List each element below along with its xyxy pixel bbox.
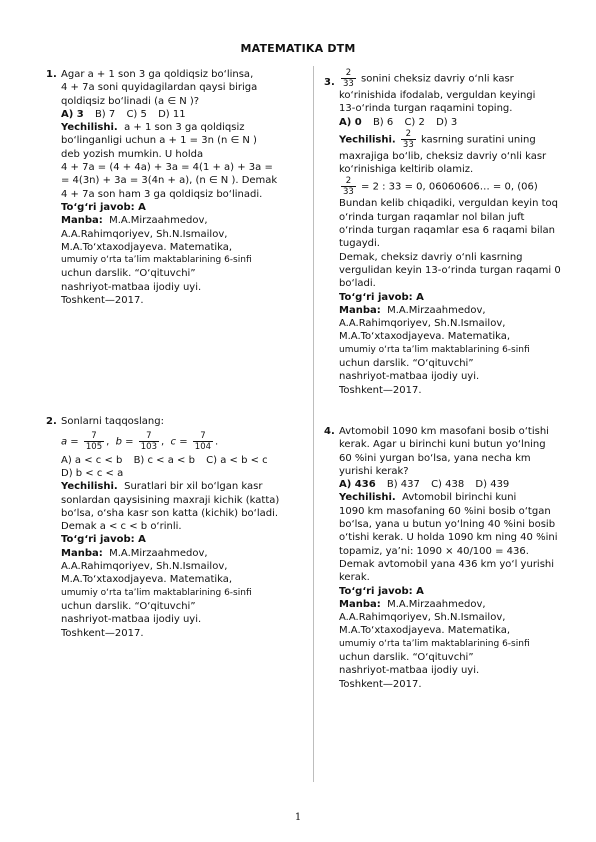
- question-text: 4 + 7a soni quyidagilardan qaysi biriga: [61, 82, 258, 94]
- source-text: uchun darslik. “O‘qituvchi”: [61, 600, 196, 612]
- solution-label: Yechilishi.: [61, 481, 118, 493]
- option-d: D) 3: [436, 116, 458, 128]
- solution-text: tugaydi.: [339, 238, 380, 250]
- source-text: M.A.To‘xtaxodjayeva. Matematika,: [61, 574, 233, 586]
- option-d: D) b < c < a: [61, 467, 124, 479]
- correct-answer: To‘g‘ri javob: A: [339, 585, 424, 597]
- fraction-a: [84, 431, 104, 452]
- fraction-b: [139, 431, 159, 452]
- source-text: umumiy o‘rta ta’lim maktablarining 6-sinfi: [61, 255, 252, 266]
- option-b: B) 7: [94, 108, 116, 120]
- denominator: 105: [85, 441, 103, 452]
- numerator: 2: [341, 68, 356, 79]
- source-text: M.A.To‘xtaxodjayeva. Matematika,: [61, 241, 233, 253]
- fraction-2-33: [341, 176, 356, 197]
- fraction-definitions: a = $\frac{7}{105}$ , b = $\frac{7}{103}$ , c = $\frac{7}{104}$ .: [61, 430, 219, 452]
- answer-options: [339, 116, 568, 129]
- source-text: A.A.Rahimqoriyev, Sh.N.Ismailov,: [61, 228, 228, 240]
- source-text: uchun darslik. “O‘qituvchi”: [339, 358, 474, 370]
- solution-text: 1090 km masofaning 60 %ini bosib o‘tgan: [339, 505, 551, 517]
- option-a: A) 0: [339, 116, 362, 128]
- solution-text: Suratlari bir xil bo‘lgan kasr: [124, 481, 263, 493]
- source-text: nashriyot-matbaa ijodiy uyi.: [61, 281, 202, 293]
- solution-text: bo‘lsa, o‘sha kasr son katta (kichik) bo‘ladi.: [61, 507, 279, 519]
- right-column: [318, 68, 568, 691]
- solution-text: = 4(3n) + 3a = 3(4n + a), (n ∈ N ). Demak: [61, 175, 278, 187]
- solution-text: Demak avtomobil yana 436 km yo‘l yurishi: [339, 558, 555, 570]
- solution-text: 4 + 7a = (4 + 4a) + 3a = 4(1 + a) + 3a =: [61, 162, 273, 174]
- question-number: 4.: [324, 425, 335, 437]
- question-1: [40, 68, 292, 307]
- source-label: Manba:: [339, 598, 381, 610]
- solution-text: = 2 : 33 = 0, 06060606… = 0, (06): [361, 181, 538, 193]
- option-a: A) 3: [61, 108, 84, 120]
- correct-answer: To‘g‘ri javob: A: [339, 291, 424, 303]
- solution-text: Demak, cheksiz davriy o‘nli kasrning: [339, 251, 523, 263]
- source-text: M.A.Mirzaahmedov,: [387, 304, 486, 316]
- solution-text: kasrning suratini uning: [420, 134, 536, 146]
- source-text: M.A.Mirzaahmedov,: [387, 598, 486, 610]
- source-label: Manba:: [61, 547, 103, 559]
- question-text: 13-o‘rinda turgan raqamini toping.: [339, 103, 513, 115]
- solution-text: maxrajiga bo‘lib, cheksiz davriy o‘nli kasr: [339, 150, 547, 162]
- source-text: Toshkent—2017.: [339, 384, 422, 396]
- source-text: Toshkent—2017.: [61, 295, 144, 307]
- option-d: D) 439: [475, 479, 510, 491]
- source-text: A.A.Rahimqoriyev, Sh.N.Ismailov,: [339, 612, 506, 624]
- question-number: 3.: [324, 77, 335, 88]
- question-text: qoldiqsiz bo‘linadi (a ∈ N )?: [61, 95, 200, 107]
- answer-options: [61, 108, 292, 121]
- solution-text: o‘rinda turgan raqamlar nol bilan juft: [339, 211, 525, 223]
- source-text: nashriyot-matbaa ijodiy uyi.: [339, 665, 480, 677]
- solution-text: kerak.: [339, 572, 370, 584]
- source-text: M.A.To‘xtaxodjayeva. Matematika,: [339, 331, 511, 343]
- source-label: Manba:: [339, 304, 381, 316]
- solution-text: a + 1 son 3 ga qoldiqsiz: [124, 122, 245, 134]
- question-number: 2.: [46, 416, 57, 428]
- page-number: 1: [294, 812, 302, 823]
- answer-options: [61, 454, 292, 467]
- option-a: A) 436: [339, 479, 376, 491]
- question-text: Sonlarni taqqoslang:: [61, 416, 164, 428]
- solution-text: vergulidan keyin 13-o‘rinda turgan raqami 0: [339, 264, 561, 276]
- solution-text: ko‘rinishiga keltirib olamiz.: [339, 164, 474, 176]
- source-text: M.A.To‘xtaxodjayeva. Matematika,: [339, 625, 511, 637]
- question-text: sonini cheksiz davriy o‘nli kasr: [361, 73, 514, 85]
- left-column: [40, 68, 292, 640]
- question-text: Agar a + 1 son 3 ga qoldiqsiz bo‘linsa,: [61, 69, 254, 80]
- source-text: uchun darslik. “O‘qituvchi”: [339, 651, 474, 663]
- solution-text: deb yozish mumkin. U holda: [61, 148, 204, 160]
- question-text: yurishi kerak?: [339, 465, 409, 477]
- denominator: 33: [343, 79, 354, 89]
- source-text: uchun darslik. “O‘qituvchi”: [61, 268, 196, 280]
- numerator: 2: [341, 176, 356, 187]
- solution-label: Yechilishi.: [339, 134, 396, 146]
- solution-text: Avtomobil birinchi kuni: [402, 492, 517, 504]
- question-2: [40, 415, 292, 639]
- solution-text: o‘rinda turgan raqamlar esa 6 raqami bilan: [339, 225, 556, 237]
- numerator: 7: [139, 431, 159, 442]
- solution-label: Yechilishi.: [339, 492, 396, 504]
- answer-options: [339, 478, 568, 491]
- option-b: B) 6: [372, 116, 394, 128]
- fraction-c: [193, 431, 213, 452]
- solution-text: bo‘linganligi uchun a + 1 = 3n (n ∈ N ): [61, 135, 257, 147]
- source-text: Toshkent—2017.: [339, 678, 422, 690]
- option-a: A) a < c < b: [61, 454, 123, 466]
- source-text: A.A.Rahimqoriyev, Sh.N.Ismailov,: [339, 318, 506, 330]
- source-text: umumiy o‘rta ta’lim maktablarining 6-sinfi: [61, 587, 252, 598]
- option-c: C) a < b < c: [206, 454, 268, 466]
- source-text: M.A.Mirzaahmedov,: [109, 215, 208, 227]
- source-text: A.A.Rahimqoriyev, Sh.N.Ismailov,: [61, 561, 228, 573]
- label-a: a =: [61, 436, 79, 448]
- label-c: c =: [170, 436, 188, 448]
- column-divider: [313, 66, 314, 782]
- solution-text: bo‘lsa, yana u butun yo‘lning 40 %ini bosib: [339, 519, 556, 531]
- solution-text: Bundan kelib chiqadiki, verguldan keyin toq: [339, 198, 558, 210]
- source-text: nashriyot-matbaa ijodiy uyi.: [339, 371, 480, 383]
- source-label: Manba:: [61, 215, 103, 227]
- question-4: [318, 425, 568, 691]
- question-number: 1.: [46, 69, 57, 80]
- option-b: B) c < a < b: [133, 454, 195, 466]
- solution-text: Demak a < c < b o‘rinli.: [61, 521, 182, 533]
- correct-answer: To‘g‘ri javob: A: [61, 201, 146, 213]
- source-text: Toshkent—2017.: [61, 627, 144, 639]
- question-text: kerak. Agar u birinchi kuni butun yo‘lning: [339, 439, 546, 451]
- question-text: Avtomobil 1090 km masofani bosib o‘tishi: [339, 425, 549, 437]
- solution-text: bo‘ladi.: [339, 278, 376, 290]
- option-c: C) 2: [404, 116, 425, 128]
- solution-label: Yechilishi.: [61, 122, 118, 134]
- numerator: 2: [401, 129, 416, 140]
- fraction-2-33: [341, 68, 356, 89]
- label-b: b =: [115, 436, 134, 448]
- solution-text: topamiz, ya’ni: 1090 × 40/100 = 436.: [339, 545, 529, 557]
- numerator: 7: [193, 431, 213, 442]
- source-text: umumiy o‘rta ta’lim maktablarining 6-sinfi: [339, 344, 530, 355]
- denominator: 103: [140, 441, 157, 452]
- source-text: nashriyot-matbaa ijodiy uyi.: [61, 614, 202, 626]
- option-b: B) 437: [386, 479, 420, 491]
- solution-text: sonlardan qaysisining maxraji kichik (katta): [61, 494, 280, 506]
- question-3: [318, 68, 568, 397]
- correct-answer: To‘g‘ri javob: A: [61, 534, 146, 546]
- source-text: umumiy o‘rta ta’lim maktablarining 6-sinfi: [339, 638, 530, 649]
- option-c: C) 438: [431, 479, 465, 491]
- solution-text: 4 + 7a son ham 3 ga qoldiqsiz bo‘linadi.: [61, 188, 263, 200]
- denominator: 33: [402, 139, 414, 150]
- source-text: M.A.Mirzaahmedov,: [109, 547, 208, 559]
- denominator: 104: [194, 441, 212, 452]
- option-d: D) 11: [158, 108, 186, 120]
- option-c: C) 5: [126, 108, 147, 120]
- solution-text: o‘tishi kerak. U holda 1090 km ning 40 %ini: [339, 532, 558, 544]
- numerator: 7: [84, 431, 104, 442]
- page-title: MATEMATIKA DTM: [240, 42, 356, 55]
- denominator: 33: [343, 187, 354, 198]
- fraction-2-33: [401, 129, 416, 150]
- question-text: ko‘rinishida ifodalab, verguldan keyingi: [339, 90, 536, 101]
- question-text: 60 %ini yurgan bo‘lsa, yana necha km: [339, 452, 531, 464]
